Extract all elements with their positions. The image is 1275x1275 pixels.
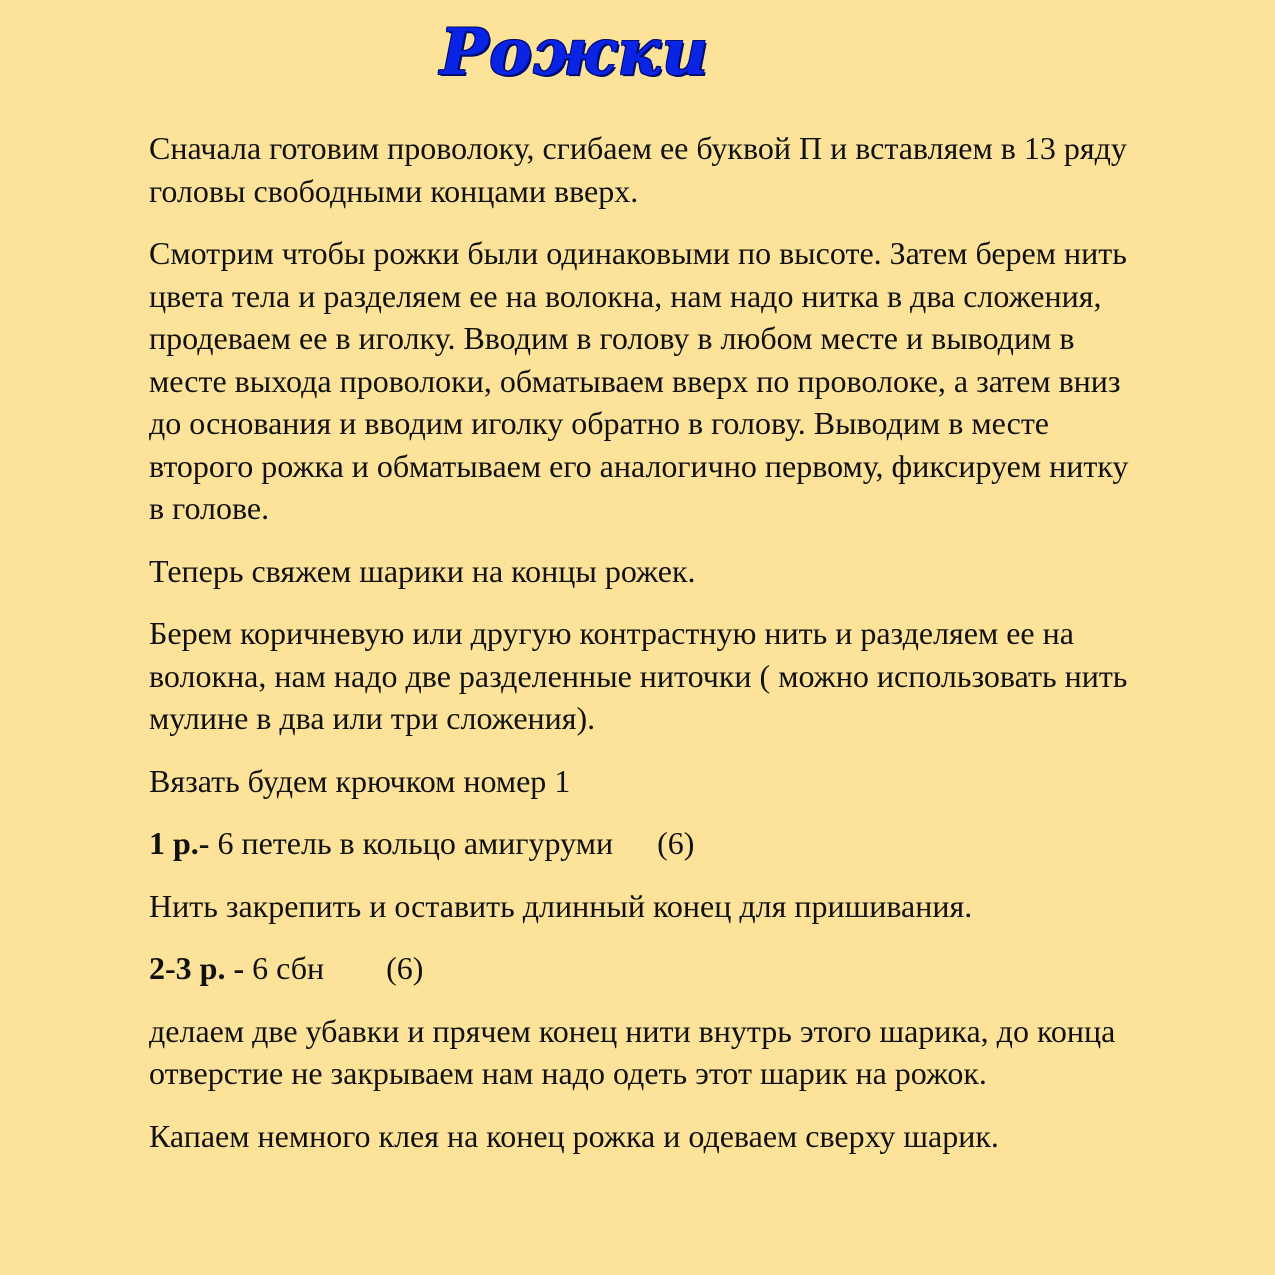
row-instruction-2-3	[149, 947, 1149, 990]
instructions-text	[149, 127, 1149, 1177]
row-label: 2-3 р. -	[149, 950, 245, 986]
row-count: (6)	[386, 950, 424, 986]
row-count: (6)	[657, 825, 695, 861]
paragraph-yarn: Берем коричневую или другую контрастную нить и разделяем ее на волокна, нам надо две разделенные ниточки ( можно использовать нить мулине в два или три сложения).	[149, 615, 1128, 736]
paragraph-fasten: Нить закрепить и оставить длинный конец для пришивания.	[149, 887, 973, 924]
row-text: 6 петель в кольцо амигуруми	[209, 825, 614, 861]
row-text: 6 сбн	[244, 950, 325, 986]
paragraph-wire-prep: Сначала готовим проволоку, сгибаем ее буквой П и вставляем в 13 ряду головы свободными концами вверх.	[149, 130, 1127, 209]
paragraph-decrease: делаем две убавки и прячем конец нити внутрь этого шарика, до конца отверстие не закрываем нам надо одеть этот шарик на рожок.	[149, 1012, 1116, 1091]
row-instruction-1	[149, 822, 1149, 865]
paragraph-hook: Вязать будем крючком номер 1	[149, 762, 571, 799]
paragraph-balls-intro: Теперь свяжем шарики на концы рожек.	[149, 552, 696, 589]
paragraph-glue: Капаем немного клея на конец рожка и одеваем сверху шарик.	[149, 1117, 999, 1154]
row-label: 1 р.-	[149, 825, 210, 861]
page-title: Рожки	[440, 15, 710, 90]
paragraph-wrapping: Смотрим чтобы рожки были одинаковыми по высоте. Затем берем нить цвета тела и разделяем ее на волокна, нам надо нитка в два сложения, продеваем ее в иголку. Вводим в голову в любом месте и выводим в месте выхода проволоки, обматываем вверх по проволоке, а затем вниз до основания и вводим иголку обратно в голову. Выводим в месте второго рожка и обматываем его аналогично первому, фиксируем нитку в голове.	[149, 235, 1129, 526]
